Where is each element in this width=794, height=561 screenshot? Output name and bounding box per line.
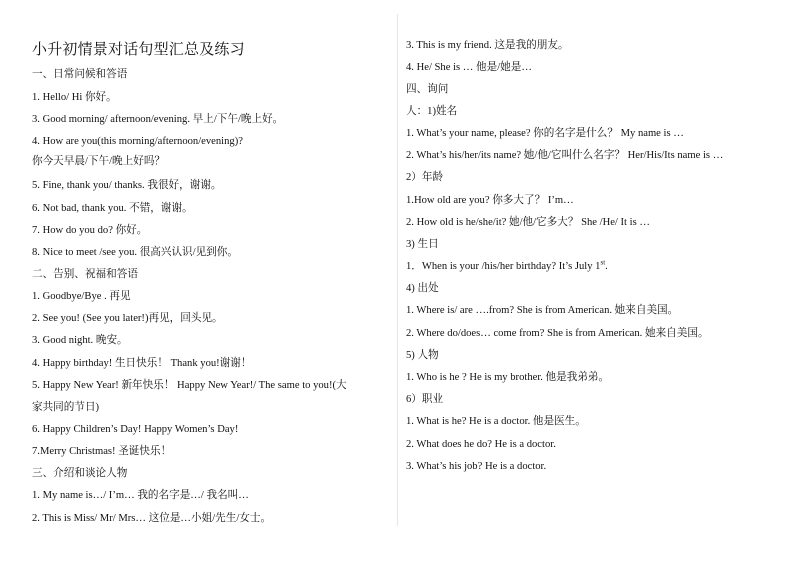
text-line: 1.How old are you? 你多大了？ I’m…: [406, 195, 574, 206]
text-line: 3. Good night. 晚安。: [32, 335, 128, 346]
text-line: 5) 人物: [406, 350, 439, 361]
text-line: 6. Not bad, thank you. 不错，谢谢。: [32, 203, 193, 214]
text-line: 1. Goodbye/Bye . 再见: [32, 291, 131, 302]
text-line: 1. What’s your name, please? 你的名字是什么？ My name is …: [406, 128, 684, 139]
text-line: 一、日常问候和答语: [32, 69, 128, 80]
text-line-birthday: [406, 260, 608, 274]
text-line: 2）年龄: [406, 172, 444, 183]
text-line: 1. My name is…/ I’m… 我的名字是…/ 我名叫…: [32, 490, 249, 501]
text-line: 1. Who is he ? He is my brother. 他是我弟弟。: [406, 372, 610, 383]
column-divider: [397, 14, 398, 526]
text-line: 8. Nice to meet /see you. 很高兴认识/见到你。: [32, 247, 238, 258]
ordinal-suffix: st: [600, 258, 606, 267]
text-line: 4) 出处: [406, 283, 439, 294]
text-line: 二、告别、祝福和答语: [32, 269, 138, 280]
trailing-period: .: [605, 261, 608, 272]
text-line: 3. Good morning/ afternoon/evening. 早上/下午/晚上好。: [32, 114, 284, 125]
text-line: 2. This is Miss/ Mr/ Mrs… 这位是…小姐/先生/女士。: [32, 513, 272, 524]
text-line: 3. This is my friend. 这是我的朋友。: [406, 40, 569, 51]
text-line: 1. Hello/ Hi 你好。: [32, 92, 117, 103]
text-line: 2. What does he do? He is a doctor.: [406, 439, 556, 450]
text-line: 2. How old is he/she/it? 她/他/它多大？ She /He/ It is …: [406, 217, 650, 228]
text-line: 4. Happy birthday! 生日快乐！ Thank you!谢谢！: [32, 358, 252, 369]
text-line: 6. Happy Children’s Day! Happy Women’s Day!: [32, 424, 239, 435]
text-line: 1. What is he? He is a doctor. 他是医生。: [406, 416, 586, 427]
text-line: 3. What’s his job? He is a doctor.: [406, 461, 547, 472]
text-line: 2. What’s his/her/its name? 她/他/它叫什么名字？ Her/His/Its name is …: [406, 150, 724, 161]
page-title: 小升初情景对话句型汇总及练习: [32, 40, 245, 58]
text-line: 6）职业: [406, 394, 444, 405]
text-line: 1. Where is/ are ….from? She is from American. 她来自美国。: [406, 305, 679, 316]
text-line: 三、介绍和谈论人物: [32, 468, 128, 479]
text-line: 家共同的节日): [32, 402, 100, 413]
text-line: 2. See you! (See you later!)再见，回头见。: [32, 313, 223, 324]
text-line: 你今天早晨/下午/晚上好吗？: [32, 156, 166, 167]
text-line: 4. How are you(this morning/afternoon/evening)?: [32, 136, 243, 147]
text-line: 人：1)姓名: [406, 106, 458, 117]
text-line: 5. Happy New Year! 新年快乐！ Happy New Year!/ The same to you!(大: [32, 380, 347, 391]
text-line: 四、询问: [406, 84, 449, 95]
text-line: 7.Merry Christmas! 圣诞快乐！: [32, 446, 172, 457]
text-line: 7. How do you do? 你好。: [32, 225, 148, 236]
text-line: 3) 生日: [406, 239, 439, 250]
text-line: 4. He/ She is … 他是/她是…: [406, 62, 532, 73]
text-line: 5. Fine, thank you/ thanks. 我很好，谢谢。: [32, 180, 222, 191]
text-line: 2. Where do/does… come from? She is from American. 她来自美国。: [406, 328, 709, 339]
birthday-text: 1．When is your /his/her birthday? It’s July 1: [406, 261, 601, 272]
